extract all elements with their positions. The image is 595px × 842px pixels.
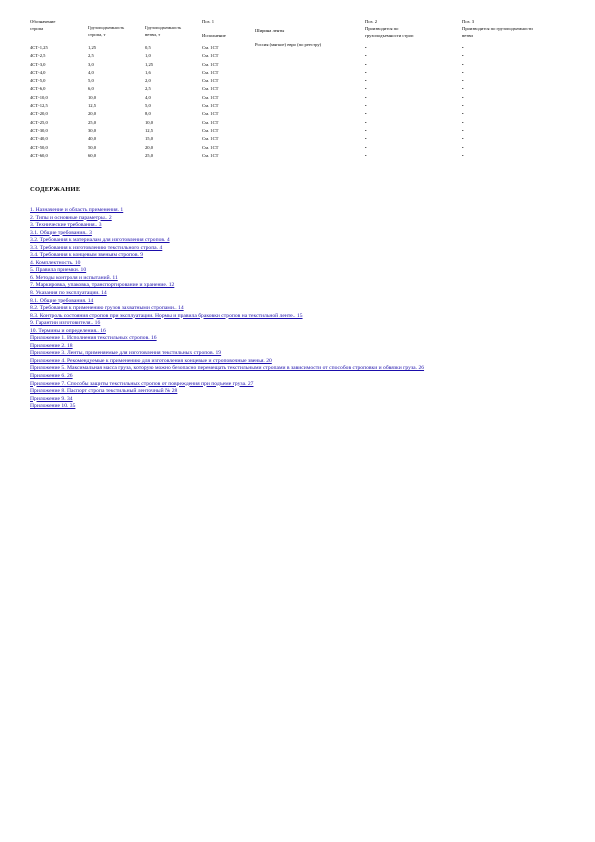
table-cell: 4СТ-6,0 bbox=[30, 86, 46, 92]
toc-link[interactable]: 7. Маркировка, упаковка, транспортирование и хранение. 12 bbox=[30, 282, 175, 289]
table-cell: 4СТ-4,0 bbox=[30, 69, 46, 75]
table-cell: • bbox=[462, 45, 464, 50]
table-cell: • bbox=[365, 78, 367, 84]
header-line: Производится по грузоподъемности bbox=[462, 26, 533, 31]
toc-item bbox=[30, 207, 570, 215]
table-row bbox=[30, 69, 570, 77]
table-cell: 2,5 bbox=[88, 53, 94, 59]
toc-item bbox=[30, 388, 570, 396]
table-cell: См. 1СТ bbox=[202, 61, 219, 67]
header-line: Поз. 1 bbox=[202, 19, 215, 24]
table-cell: • bbox=[462, 136, 464, 142]
table-cell: 4,0 bbox=[145, 94, 151, 100]
table-cell: 4СТ-50,0 bbox=[30, 144, 48, 150]
toc-item bbox=[30, 343, 570, 351]
toc-link[interactable]: 10. Термины и определения.. 16 bbox=[30, 327, 106, 334]
toc-link[interactable]: 8.1. Общие требования. 14 bbox=[30, 297, 94, 304]
table-cell: • bbox=[462, 111, 464, 117]
toc-item bbox=[30, 350, 570, 358]
header-line: Производится по bbox=[365, 26, 399, 31]
table-cell: 4СТ-5,0 bbox=[30, 78, 46, 84]
table-cell: См. 1СТ bbox=[202, 94, 219, 100]
toc-link[interactable]: 6. Методы контроля и испытаний. 11 bbox=[30, 274, 118, 281]
toc-item bbox=[30, 335, 570, 343]
table-cell: См. 1СТ bbox=[202, 53, 219, 59]
toc-item bbox=[30, 282, 570, 290]
header-line: Ширина ленты bbox=[255, 28, 285, 33]
table-row bbox=[30, 77, 570, 85]
table-cell: • bbox=[462, 53, 464, 59]
toc-item bbox=[30, 381, 570, 389]
toc-link[interactable]: Приложение 8. Паспорт стропа текстильный ленточный № 28 bbox=[30, 388, 178, 395]
toc-link[interactable]: Приложение 2. 18 bbox=[30, 342, 73, 349]
table-cell: 1,0 bbox=[145, 53, 151, 59]
table-cell: 4СТ-12,5 bbox=[30, 103, 48, 109]
sling-spec-table bbox=[30, 18, 570, 160]
table-cell: • bbox=[462, 103, 464, 109]
toc-item bbox=[30, 222, 570, 230]
table-cell: • bbox=[365, 111, 367, 117]
toc-link[interactable]: 3.3. Требования к изготовлению текстильного стропа. 4 bbox=[30, 244, 163, 251]
toc-link[interactable]: 3.2. Требования к материалам для изготовления стропов. 4 bbox=[30, 237, 170, 244]
table-header bbox=[30, 18, 570, 47]
table-cell: 4,0 bbox=[88, 69, 94, 75]
table-cell: • bbox=[462, 144, 464, 150]
toc-link[interactable]: Приложение 5. Максимальная масса груза, которую можно безопасно перемещать текстильными стропами в зависимости от способов строповки и обвязки груза. 26 bbox=[30, 365, 425, 372]
table-cell: 12,5 bbox=[145, 127, 154, 133]
toc-title: СОДЕРЖАНИЕ bbox=[30, 186, 81, 193]
toc-item bbox=[30, 365, 570, 373]
table-cell: 4СТ-3,0 bbox=[30, 61, 46, 67]
table-cell: 4СТ-40,0 bbox=[30, 136, 48, 142]
table-cell: 4СТ-10,0 bbox=[30, 94, 48, 100]
toc-link[interactable]: 5. Правила приемки. 10 bbox=[30, 267, 87, 274]
table-cell: 4СТ-25,0 bbox=[30, 119, 48, 125]
table-cell: • bbox=[462, 78, 464, 84]
table-cell: • bbox=[365, 119, 367, 125]
toc-item bbox=[30, 215, 570, 223]
toc-item bbox=[30, 373, 570, 381]
header-sling-capacity bbox=[88, 24, 124, 38]
table-cell: 12,5 bbox=[88, 103, 97, 109]
header-line bbox=[255, 34, 321, 41]
table-cell: См. 1СТ bbox=[202, 119, 219, 125]
toc-item bbox=[30, 313, 570, 321]
table-row bbox=[30, 152, 570, 160]
toc-item bbox=[30, 328, 570, 336]
table-row bbox=[30, 61, 570, 69]
table-cell: • bbox=[365, 86, 367, 92]
table-cell: 6,0 bbox=[88, 86, 94, 92]
table-cell: • bbox=[462, 152, 464, 158]
table-cell: 60,0 bbox=[88, 152, 97, 158]
table-cell: 3,0 bbox=[88, 61, 94, 67]
toc-list bbox=[30, 207, 570, 411]
table-cell: 4СТ-2,5 bbox=[30, 53, 46, 59]
toc-link[interactable]: Приложение 6. 26 bbox=[30, 373, 73, 380]
table-cell: См. 1СТ bbox=[202, 111, 219, 117]
table-cell: • bbox=[365, 61, 367, 67]
table-cell: 40,0 bbox=[88, 136, 97, 142]
header-line: ветви bbox=[462, 33, 473, 38]
header-line: грузоподъемности строп bbox=[365, 33, 414, 38]
toc-link[interactable]: 8.2. Требования к применению грузов захватными стропами.. 14 bbox=[30, 305, 184, 312]
header-line: Россия (мягкое) евро (по реестру) bbox=[255, 42, 322, 47]
table-cell: См. 1СТ bbox=[202, 136, 219, 142]
toc-link[interactable]: Приложение 10. 35 bbox=[30, 403, 76, 410]
toc-link[interactable]: Приложение 7. Способы защиты текстильных стропов от повреждения при подъеме груза. 27 bbox=[30, 380, 254, 387]
header-line: стропа bbox=[30, 26, 44, 31]
table-cell: 10,0 bbox=[145, 119, 154, 125]
table-cell: 20,0 bbox=[88, 111, 97, 117]
table-cell: См. 1СТ bbox=[202, 86, 219, 92]
table-cell: См. 1СТ bbox=[202, 144, 219, 150]
table-cell: 8,0 bbox=[145, 111, 151, 117]
table-cell: См. 1СТ bbox=[202, 45, 219, 50]
header-line bbox=[202, 25, 226, 32]
header-line: ветви, т bbox=[145, 32, 161, 37]
table-row bbox=[30, 127, 570, 135]
table-cell: • bbox=[462, 86, 464, 92]
table-cell: 15,0 bbox=[145, 136, 154, 142]
toc-link[interactable]: 8. Указания по эксплуатации. 14 bbox=[30, 290, 107, 297]
table-cell: • bbox=[462, 69, 464, 75]
table-cell: • bbox=[462, 61, 464, 67]
toc-item bbox=[30, 403, 570, 411]
table-cell: 10,0 bbox=[88, 94, 97, 100]
header-pos-3 bbox=[462, 18, 533, 39]
table-cell: 4СТ-1,25 bbox=[30, 45, 48, 50]
toc-link[interactable]: 3.1. Общие требования.. 3 bbox=[30, 229, 92, 236]
table-cell: См. 1СТ bbox=[202, 69, 219, 75]
table-cell: 2,0 bbox=[145, 78, 151, 84]
toc-item bbox=[30, 275, 570, 283]
table-row bbox=[30, 119, 570, 127]
table-cell: 1,6 bbox=[145, 69, 151, 75]
table-cell: • bbox=[365, 136, 367, 142]
table-cell: См. 1СТ bbox=[202, 78, 219, 84]
table-cell: 4СТ-20,0 bbox=[30, 111, 48, 117]
table-cell: 5,0 bbox=[145, 103, 151, 109]
toc-link[interactable]: 4. Комплектность. 10 bbox=[30, 259, 81, 266]
header-line: Поз. 3 bbox=[462, 19, 475, 24]
table-cell: • bbox=[462, 127, 464, 133]
table-body bbox=[30, 44, 570, 160]
table-of-contents bbox=[30, 186, 570, 411]
table-cell: • bbox=[365, 53, 367, 59]
toc-link[interactable]: Приложение 1. Исполнения текстильных стропов. 16 bbox=[30, 335, 157, 342]
toc-link[interactable]: Приложение 4. Рекомендуемые к применению для изготовления концевые и строповочные звенья. 20 bbox=[30, 357, 272, 364]
toc-item bbox=[30, 252, 570, 260]
toc-link[interactable]: 8.3. Контроль состояния стропов при эксплуатации. Нормы и правила браковки стропов на текстильной ленте.. 15 bbox=[30, 312, 303, 319]
table-row bbox=[30, 135, 570, 143]
table-cell: 20,0 bbox=[145, 144, 154, 150]
table-row bbox=[30, 110, 570, 118]
header-line: Исполнение bbox=[202, 33, 226, 38]
header-pos-1 bbox=[202, 18, 226, 39]
table-cell: 2,5 bbox=[145, 86, 151, 92]
table-cell: 0,5 bbox=[145, 45, 151, 50]
toc-item bbox=[30, 298, 570, 306]
table-row bbox=[30, 102, 570, 110]
table-row bbox=[30, 144, 570, 152]
header-pos-2 bbox=[365, 18, 413, 39]
table-cell: См. 1СТ bbox=[202, 127, 219, 133]
header-line: стропа, т bbox=[88, 32, 106, 37]
toc-item bbox=[30, 305, 570, 313]
toc-link[interactable]: Приложение 9. 34 bbox=[30, 395, 73, 402]
header-line: Поз. 2 bbox=[365, 19, 378, 24]
table-cell: • bbox=[365, 127, 367, 133]
table-cell: • bbox=[462, 119, 464, 125]
toc-item bbox=[30, 290, 570, 298]
toc-item bbox=[30, 396, 570, 404]
header-line: Грузоподъемность bbox=[145, 25, 182, 30]
table-cell: • bbox=[365, 94, 367, 100]
header-leg-capacity bbox=[145, 24, 181, 38]
table-cell: 4СТ-30,0 bbox=[30, 127, 48, 133]
table-cell: • bbox=[365, 152, 367, 158]
table-cell: 25,0 bbox=[145, 152, 154, 158]
header-line: Грузоподъемность bbox=[88, 25, 125, 30]
table-cell: 30,0 bbox=[88, 127, 97, 133]
table-cell: • bbox=[365, 69, 367, 75]
table-cell: 1,25 bbox=[88, 45, 97, 50]
toc-item bbox=[30, 267, 570, 275]
table-cell: 1,25 bbox=[145, 61, 154, 67]
toc-item bbox=[30, 260, 570, 268]
table-cell: 50,0 bbox=[88, 144, 97, 150]
table-cell: См. 1СТ bbox=[202, 103, 219, 109]
toc-link[interactable]: 2. Типы и основные параметры.. 2 bbox=[30, 214, 112, 221]
table-row bbox=[30, 94, 570, 102]
toc-link[interactable]: 3.4. Требования к концевым звеньям стропов. 9 bbox=[30, 252, 144, 259]
toc-link[interactable]: 1. Назначение и область применения. 1 bbox=[30, 207, 124, 213]
toc-item bbox=[30, 320, 570, 328]
table-cell: См. 1СТ bbox=[202, 152, 219, 158]
table-cell: 4СТ-60,0 bbox=[30, 152, 48, 158]
header-line: Обозначение bbox=[30, 19, 56, 24]
table-row bbox=[30, 85, 570, 93]
toc-link[interactable]: 3. Технические требования.. 3 bbox=[30, 222, 102, 229]
table-cell: • bbox=[462, 94, 464, 100]
header-designation bbox=[30, 18, 55, 32]
table-cell: • bbox=[365, 144, 367, 150]
table-cell: • bbox=[365, 45, 367, 50]
table-cell: 25,0 bbox=[88, 119, 97, 125]
toc-link[interactable]: Приложение 3. Ленты, применяемые для изготовления текстильных стропов. 19 bbox=[30, 350, 222, 357]
toc-item bbox=[30, 237, 570, 245]
table-row bbox=[30, 52, 570, 60]
toc-link[interactable]: 9. Гарантии изготовителя.. 16 bbox=[30, 320, 101, 327]
table-cell: 5,0 bbox=[88, 78, 94, 84]
table-cell: • bbox=[365, 103, 367, 109]
table-row bbox=[30, 44, 570, 52]
